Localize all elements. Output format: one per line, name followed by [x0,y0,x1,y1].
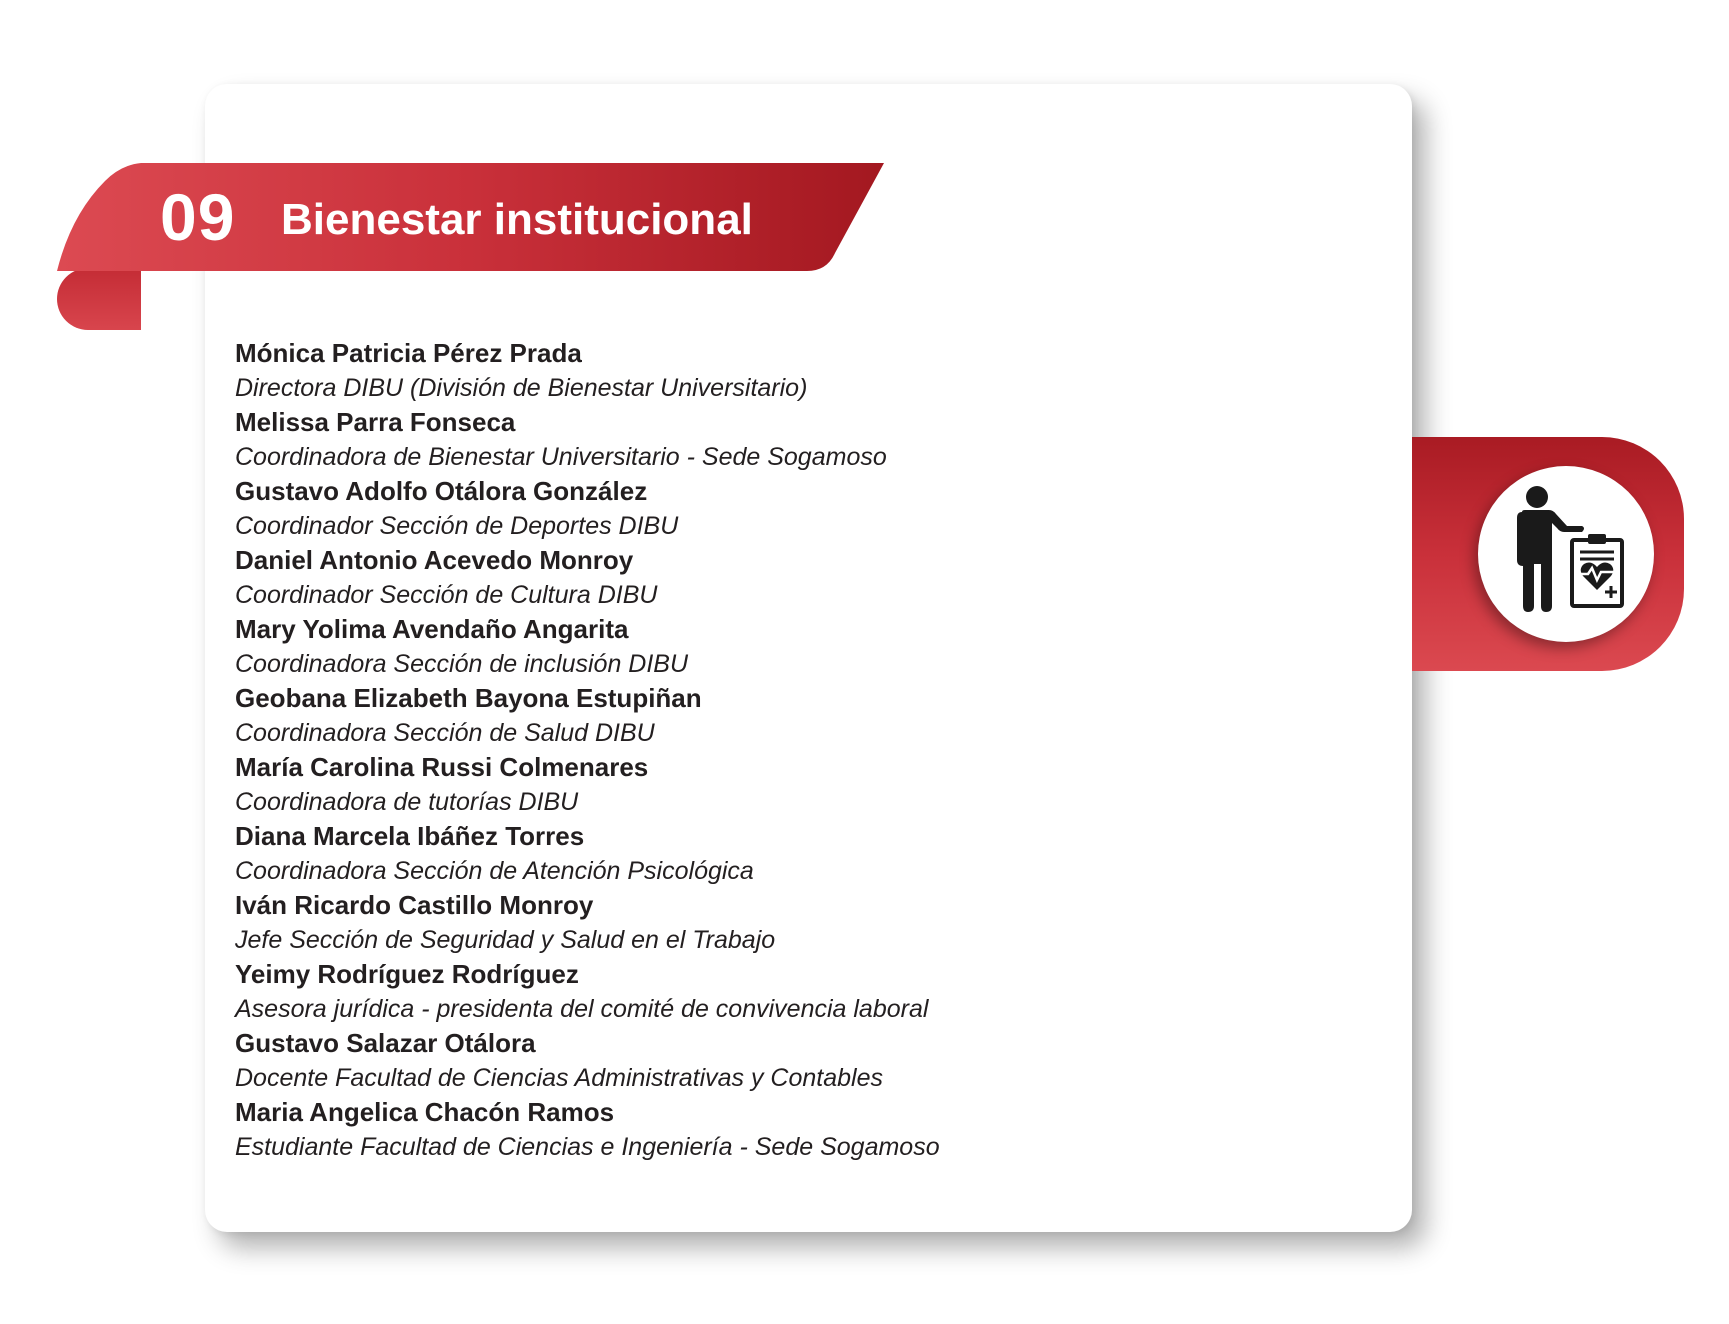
member-role: Coordinadora de tutorías DIBU [235,787,579,816]
member-role: Asesora jurídica - presidenta del comité de convivencia laboral [235,994,929,1023]
member-name: Mary Yolima Avendaño Angarita [235,614,629,644]
list-item [235,681,1135,750]
list-item [235,1026,1135,1095]
icon-badge [1478,466,1654,642]
list-item [235,474,1135,543]
member-role: Coordinador Sección de Cultura DIBU [235,580,658,609]
member-name: Iván Ricardo Castillo Monroy [235,890,594,920]
member-role: Jefe Sección de Seguridad y Salud en el Trabajo [235,925,776,954]
list-item [235,336,1135,405]
member-name: Gustavo Adolfo Otálora González [235,476,648,506]
list-item [235,819,1135,888]
section-number: 09 [160,180,236,254]
member-role: Directora DIBU (División de Bienestar Universitario) [235,373,808,402]
list-item [235,612,1135,681]
list-item [235,888,1135,957]
list-item [235,957,1135,1026]
member-role: Estudiante Facultad de Ciencias e Ingeniería - Sede Sogamoso [235,1132,940,1161]
member-name: Yeimy Rodríguez Rodríguez [235,959,579,989]
list-item [235,1095,1135,1164]
section-title: Bienestar institucional [281,195,753,244]
member-name: Geobana Elizabeth Bayona Estupiñan [235,683,702,713]
member-name: Maria Angelica Chacón Ramos [235,1097,615,1127]
member-name: Diana Marcela Ibáñez Torres [235,821,585,851]
member-role: Coordinador Sección de Deportes DIBU [235,511,679,540]
member-name: Daniel Antonio Acevedo Monroy [235,545,634,575]
member-role: Coordinadora Sección de inclusión DIBU [235,649,689,678]
members-list [235,336,1135,1164]
member-name: Gustavo Salazar Otálora [235,1028,536,1058]
list-item [235,543,1135,612]
member-name: María Carolina Russi Colmenares [235,752,649,782]
member-role: Coordinadora de Bienestar Universitario - Sede Sogamoso [235,442,887,471]
member-name: Melissa Parra Fonseca [235,407,516,437]
member-name: Mónica Patricia Pérez Prada [235,338,582,368]
member-role: Docente Facultad de Ciencias Administrativas y Contables [235,1063,883,1092]
list-item [235,405,1135,474]
member-role: Coordinadora Sección de Atención Psicológica [235,856,754,885]
ribbon-fold [57,268,141,330]
list-item [235,750,1135,819]
member-role: Coordinadora Sección de Salud DIBU [235,718,655,747]
person-health-clipboard-icon [1478,466,1654,642]
